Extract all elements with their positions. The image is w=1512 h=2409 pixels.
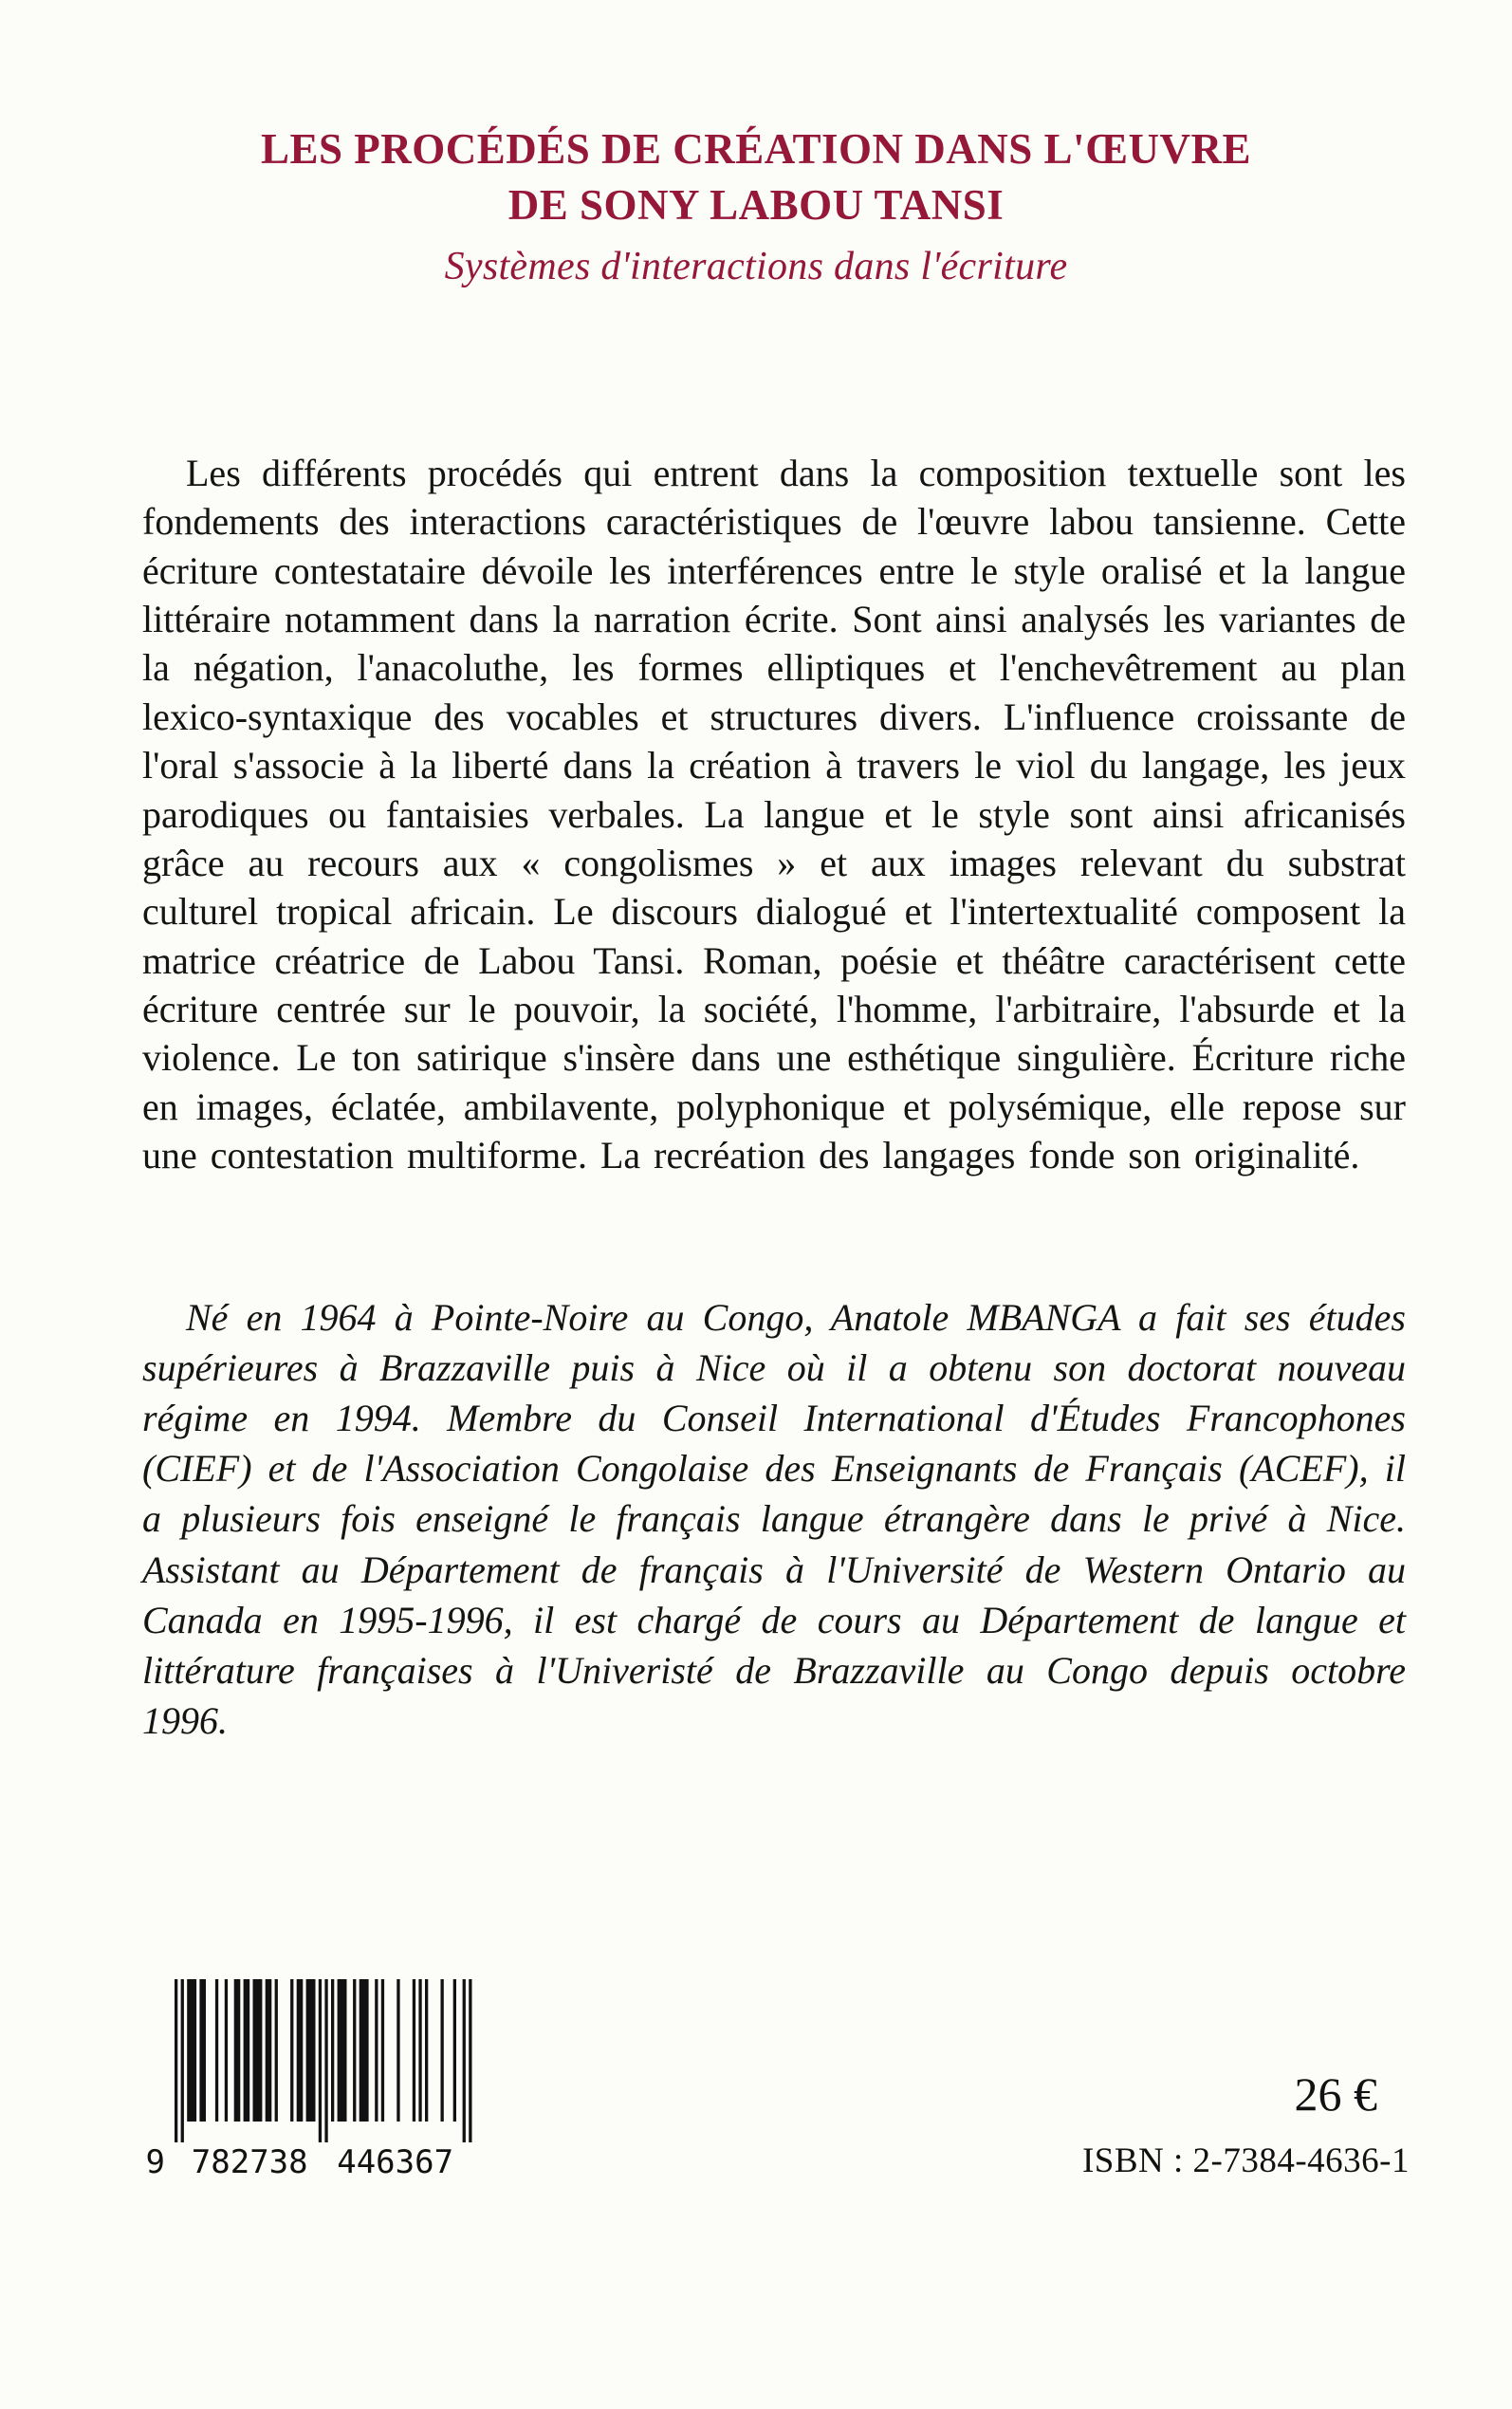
svg-text:9: 9 bbox=[145, 2143, 165, 2181]
book-title-line-1: LES PROCÉDÉS DE CRÉATION DANS L'ŒUVRE bbox=[260, 125, 1252, 173]
barcode bbox=[140, 1979, 474, 2189]
summary-paragraph: Les différents procédés qui entrent dans la composition textuelle sont les fondements des interactions caractéristiques de l'œuvre labou tansienne. Cette écriture contestataire dévoile les interférences entre le style oralisé et la langue littéraire notamment dans la narration écrite. Sont ainsi analysés les variantes de la négation, l'anacoluthe, les formes elliptiques et l'enchevêtrement au plan lexico-syntaxique des vocables et structures divers. L'influence croissante de l'oral s'associe à la liberté dans la création à travers le viol du langage, les jeux parodiques ou fantaisies verbales. La langue et le style sont ainsi africanisés grâce au recours aux « congolismes » et aux images relevant du substrat culturel tropical africain. Le discours dialogué et l'intertextualité composent la matrice créatrice de Labou Tansi. Roman, poésie et théâtre caractérisent cette écriture centrée sur le pouvoir, la société, l'homme, l'arbitraire, l'absurde et la violence. Le ton satirique s'insère dans une esthétique singulière. Écriture riche en images, éclatée, ambilavente, polyphonique et polysémique, elle repose sur une contestation multiforme. La recréation des langages fonde son originalité. bbox=[142, 451, 1406, 1177]
svg-text:446367: 446367 bbox=[337, 2143, 454, 2181]
book-title-line-2: DE SONY LABOU TANSI bbox=[507, 181, 1005, 230]
svg-text:782738: 782738 bbox=[191, 2143, 308, 2181]
barcode-image bbox=[140, 1979, 474, 2184]
book-subtitle: Systèmes d'interactions dans l'écriture bbox=[444, 244, 1068, 288]
price-isbn-block bbox=[1082, 2066, 1410, 2181]
isbn: ISBN : 2-7384-4636-1 bbox=[1081, 2141, 1410, 2180]
price: 26 € bbox=[1294, 2067, 1377, 2121]
author-bio-paragraph: Né en 1964 à Pointe-Noire au Congo, Anatole MBANGA a fait ses études supérieures à Brazzaville puis à Nice où il a obtenu son doctorat nouveau régime en 1994. Membre du Conseil International d'Études Francophones (CIEF) et de l'Association Congolaise des Enseignants de Français (ACEF), il a plusieurs fois enseigné le français langue étrangère dans le privé à Nice. Assistant au Département de français à l'Université de Western Ontario au Canada en 1995-1996, il est chargé de cours au Département de langue et littérature françaises à l'Univeristé de Brazzaville au Congo depuis octobre 1996. bbox=[142, 1295, 1406, 1743]
title-block bbox=[0, 0, 1512, 289]
